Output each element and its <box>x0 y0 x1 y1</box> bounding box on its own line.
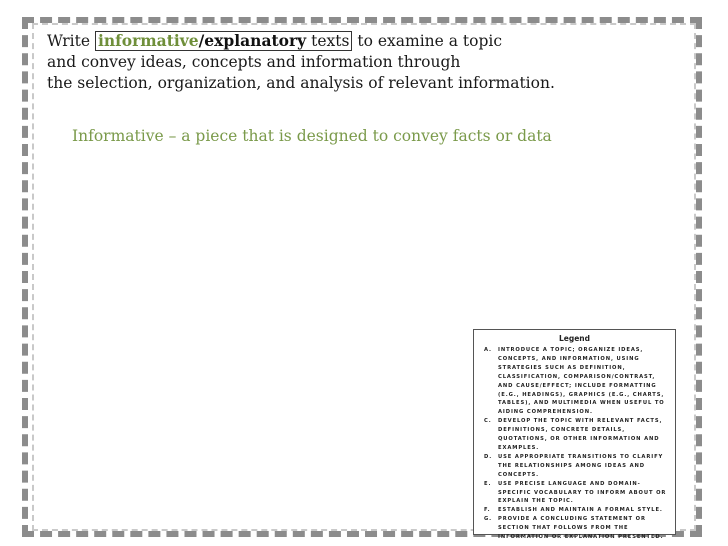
legend-item-text: USE PRECISE LANGUAGE AND DOMAIN-SPECIFIC VOCABULARY TO INFORM ABOUT OR EXPLAIN THE TOPIC. <box>498 480 667 505</box>
legend-item-letter: G. <box>484 516 493 523</box>
keyword-informative: informative <box>97 31 199 50</box>
keyword-texts: texts <box>306 32 350 50</box>
legend-item <box>480 417 669 453</box>
informative-definition: Informative – a piece that is designed to convey facts or data <box>72 127 552 145</box>
keyword-box <box>95 31 353 51</box>
legend-item <box>480 346 669 417</box>
heading-line1-rest: to examine a topic <box>352 32 503 50</box>
legend-item <box>480 480 669 507</box>
legend-item-letter: A. <box>484 347 492 353</box>
legend-item-text: USE APPROPRIATE TRANSITIONS TO CLARIFY THE RELATIONSHIPS AMONG IDEAS AND CONCEPTS. <box>498 453 664 478</box>
keyword-explanatory: /explanatory <box>198 31 307 50</box>
legend-list <box>480 346 669 542</box>
heading-line3: the selection, organization, and analysis of relevant information. <box>47 74 555 92</box>
legend-item-text: PROVIDE A CONCLUDING STATEMENT OR SECTION THAT FOLLOWS FROM THE INFORMATION OR EXPLANATION PRESENTED. <box>498 516 664 541</box>
legend-item-letter: C. <box>484 418 492 425</box>
standard-heading <box>47 30 687 94</box>
legend-item-letter: F. <box>484 507 491 514</box>
legend-item-text: ESTABLISH AND MAINTAIN A FORMAL STYLE. <box>498 507 663 514</box>
legend-item-letter: D. <box>484 453 493 460</box>
legend-item <box>480 506 669 515</box>
legend-item-text: DEVELOP THE TOPIC WITH RELEVANT FACTS, DEFINITIONS, CONCRETE DETAILS, QUOTATIONS, OR OTHER INFORMATION AND EXAMPLES. <box>498 418 663 451</box>
legend-box <box>473 329 676 541</box>
legend-item <box>480 515 669 542</box>
legend-item-text: INTRODUCE A TOPIC; ORGANIZE IDEAS, CONCEPTS, AND INFORMATION, USING STRATEGIES SUCH AS DEFINITION, CLASSIFICATION, COMPARISON/CONTRAST, AND CAUSE/EFFECT; INCLUDE FORMATTING (E.G., HEADINGS), GRAPHICS (E.G., CHARTS, TABLES), AND MULTIMEDIA WHEN USEFUL TO AIDING COMPREHENSION. <box>498 347 665 416</box>
legend-item <box>480 453 669 480</box>
legend-title: Legend <box>558 334 591 343</box>
heading-prefix: Write <box>47 32 95 50</box>
legend-item-letter: E. <box>484 480 492 487</box>
heading-line2: and convey ideas, concepts and information through <box>47 53 461 71</box>
